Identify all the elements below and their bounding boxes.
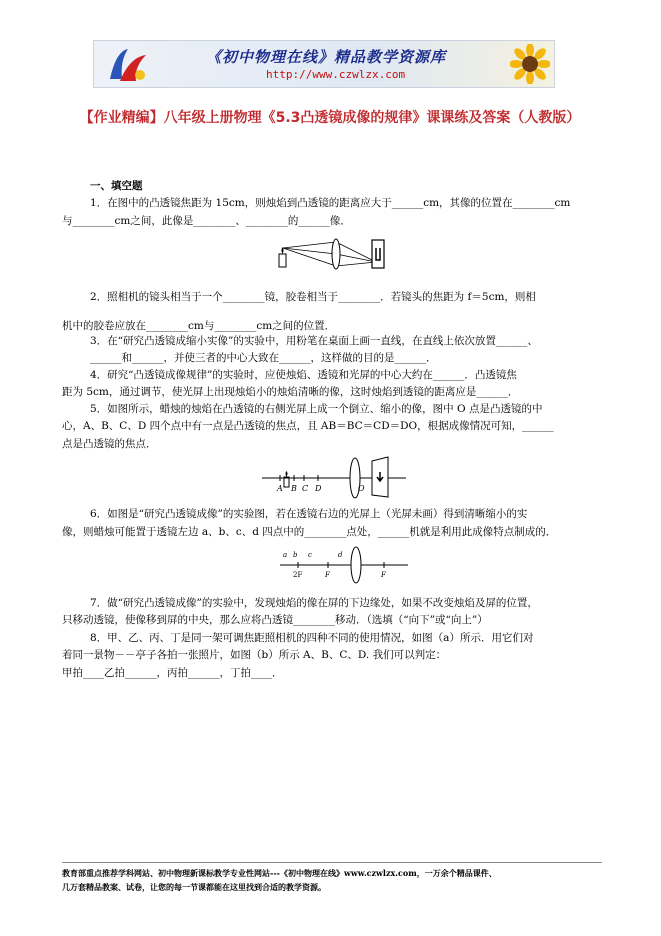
q3-line1: 3．在“研究凸透镜成缩小实像”的实验中，用粉笔在桌面上画一直线，在直线上依次放置______、 xyxy=(90,335,538,347)
fig5-label-b: B xyxy=(291,484,297,493)
q6-line1: 6．如图是“研究凸透镜成像”的实验图，若在透镜右边的光屏上（光屏未画）得到清晰缩小的实 xyxy=(90,508,528,520)
fig6-label-2f: 2F xyxy=(293,571,303,579)
banner-url[interactable]: http://www.czwlzx.com xyxy=(266,68,406,81)
fig5-label-o: O xyxy=(358,484,365,493)
figure-6-lens-axis xyxy=(278,545,410,585)
fig5-label-d: D xyxy=(315,484,322,493)
fig6-label-f-right: F xyxy=(381,571,386,579)
sunflower-icon xyxy=(510,44,550,84)
footer-line1: 教育部重点推荐学科网站、初中物理新课标教学专业性网站---《初中物理在线》www.czwlzx.com，一万余个精品课件、 xyxy=(62,868,497,878)
footer-separator xyxy=(62,862,602,863)
fig6-label-d: d xyxy=(338,551,343,559)
q5-line3: 点是凸透镜的焦点． xyxy=(62,438,157,450)
q5-line2: 心，A、B、C、D 四个点中有一点是凸透镜的焦点，且 AB＝BC＝CD＝DO，根据成像情况可知，______ xyxy=(62,420,554,432)
q4-line1: 4．研究“凸透镜成像规律”的实验时，应使烛焰、透镜和光屏的中心大约在______．凸透镜焦 xyxy=(90,369,517,381)
q8-line3: 甲拍____乙拍______，丙拍______，丁拍____． xyxy=(62,667,283,679)
figure-1-lens-setup xyxy=(276,234,388,274)
q7-line1: 7．做“研究凸透镜成像”的实验中，发现烛焰的像在屏的下边缘处，如果不改变烛焰及屏的位置， xyxy=(90,597,538,609)
fig6-label-b: b xyxy=(293,551,298,559)
q1-line2: 与________cm之间，此像是________、________的______像． xyxy=(62,215,351,227)
document-title: 【作业精编】八年级上册物理《5.3凸透镜成像的规律》课课练及答案（人教版） xyxy=(79,110,581,126)
q6-line2: 像，则蜡烛可能置于透镜左边 a、b、c、d 四点中的________点处，______机就是利用此成像特点制成的． xyxy=(62,526,557,538)
footer xyxy=(62,866,602,894)
q8-line1: 8．甲、乙、丙、丁是同一架可调焦距照相机的四种不同的使用情况，如图（a）所示．用它们对 xyxy=(90,632,534,644)
fig6-label-f-left: F xyxy=(325,571,330,579)
figure-5-candle-lens-screen xyxy=(260,455,410,501)
q1-line1: 1．在图中的凸透镜焦距为 15cm，则烛焰到凸透镜的距离应大于______cm，其像的位置在________cm xyxy=(90,197,571,209)
section-heading: 一、填空题 xyxy=(90,180,143,192)
fig5-label-a: A xyxy=(277,484,283,493)
fig5-label-c: C xyxy=(302,484,309,493)
banner-title: 《初中物理在线》精品教学资源库 xyxy=(206,48,447,66)
q2-line2: 机中的胶卷应放在________cm与________cm之间的位置． xyxy=(62,320,336,332)
q5-line1: 5．如图所示，蜡烛的烛焰在凸透镜的右侧光屏上成一个倒立、缩小的像，图中 O 点是凸透镜的中 xyxy=(90,403,543,415)
fig6-label-a: a xyxy=(283,551,288,559)
site-logo-icon xyxy=(106,45,150,83)
q3-line2: ______和______，并使三者的中心大致在______，这样做的目的是______． xyxy=(90,352,437,364)
q8-line2: 着同一景物－－亭子各拍一张照片，如图（b）所示 A、B、C、D. 我们可以判定： xyxy=(62,649,447,661)
header-banner xyxy=(93,40,555,88)
q7-line2: 只移动透镜，使像移到屏的中央，那么应将凸透镜________移动．（选填（“向下”或“向上”） xyxy=(62,614,488,626)
q4-line2: 距为 5cm，通过调节，使光屏上出现烛焰小的烛焰清晰的像，这时烛焰到透镜的距离应是______． xyxy=(62,386,519,398)
q2-line1: 2．照相机的镜头相当于一个________镜，胶卷相当于________．若镜头的焦距为 f＝5cm，则相 xyxy=(90,291,536,303)
footer-line2: 几万套精品教案、试卷，让您的每一节课都能在这里找到合适的教学资源。 xyxy=(62,882,326,892)
fig6-label-c: c xyxy=(308,551,312,559)
